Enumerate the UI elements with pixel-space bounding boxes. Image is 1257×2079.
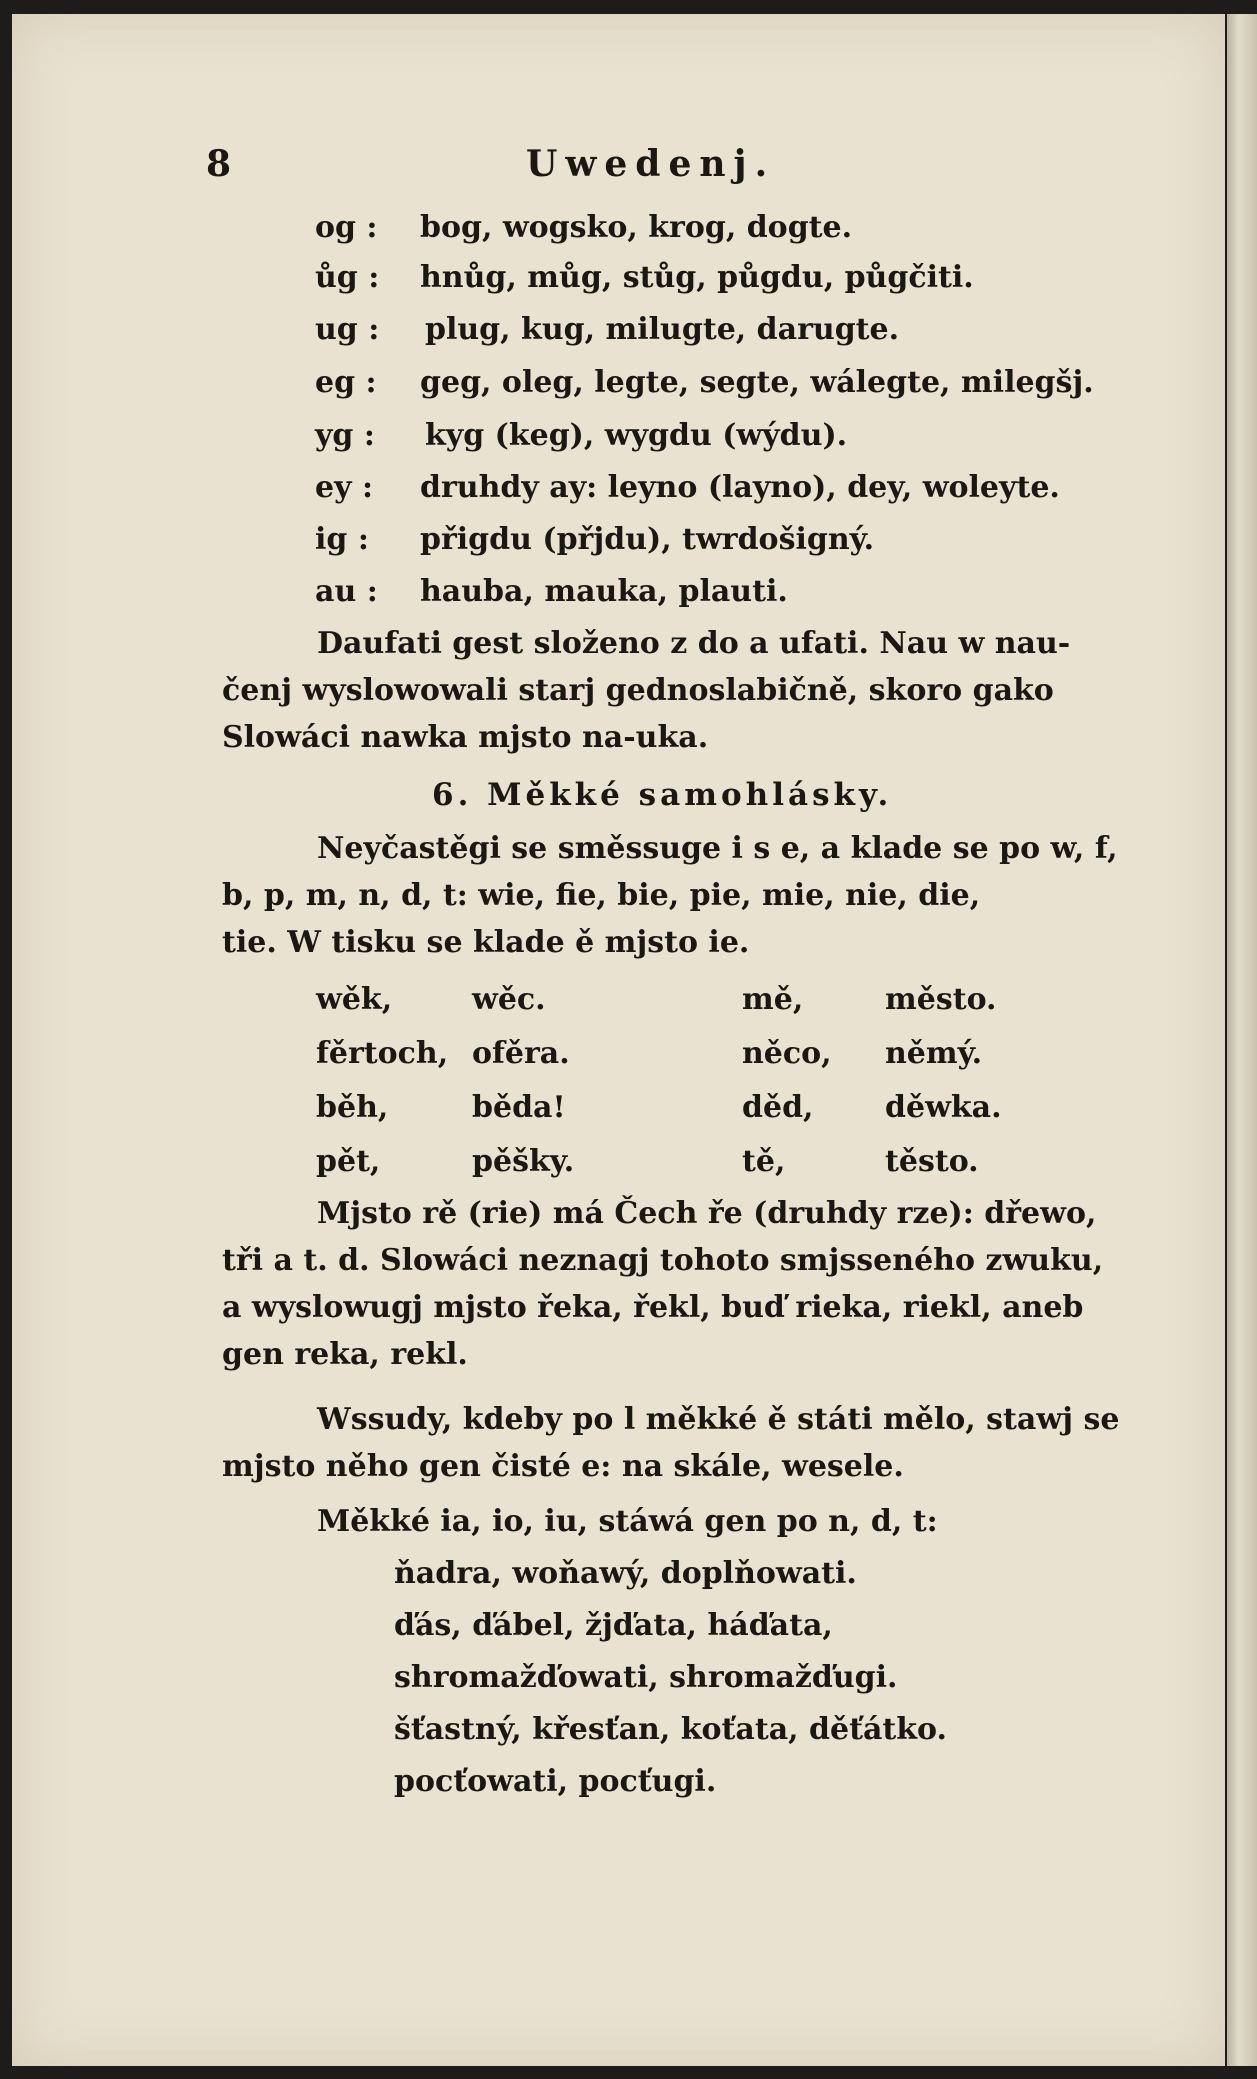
table-word: němý. [885, 1036, 983, 1071]
table-word: město. [885, 982, 997, 1017]
example-words: druhdy ay: leyno (layno), dey, woleyte. [420, 470, 1060, 505]
text-line: šťastný, křesťan, koťata, děťátko. [394, 1712, 947, 1747]
running-title: Uwedenj. [526, 143, 776, 185]
table-word: pěšky. [472, 1144, 575, 1179]
example-label: ug : [315, 312, 380, 347]
page-edge [1227, 14, 1257, 2066]
example-words: hnůg, můg, stůg, půgdu, půgčiti. [420, 260, 974, 295]
text-line: pocťowati, pocťugi. [394, 1764, 717, 1799]
text-line: Daufati gest složeno z do a ufati. Nau w nau- [317, 626, 1071, 661]
table-word: těsto. [885, 1144, 979, 1179]
table-word: pět, [316, 1144, 381, 1179]
table-word: děwka. [885, 1090, 1002, 1125]
text-line: Wssudy, kdeby po l měkké ě státi mělo, stawj se [317, 1402, 1120, 1437]
example-label: eg : [315, 365, 377, 400]
paragraph-ia [317, 1498, 938, 1545]
table-word: tě, [742, 1144, 786, 1179]
paragraph-re [222, 1190, 1103, 1378]
text-line: b, p, m, n, d, t: wie, fie, bie, pie, mie, nie, die, [222, 878, 981, 913]
text-line: a wyslowugj mjsto řeka, řekl, buď rieka, riekl, aneb [222, 1290, 1084, 1325]
text-line: Měkké ia, io, iu, stáwá gen po n, d, t: [317, 1504, 938, 1539]
table-word: wěk, [316, 982, 393, 1017]
text-line: shromažďowati, shromažďugi. [394, 1660, 898, 1695]
text-line: čenj wyslowowali starj gednoslabičně, skoro gako [222, 673, 1054, 708]
example-label: ůg : [315, 260, 380, 295]
section-heading: 6. Měkké samohlásky. [432, 777, 893, 813]
example-words: hauba, mauka, plauti. [420, 574, 788, 609]
text-line: Mjsto rě (rie) má Čech ře (druhdy rze): dřewo, [317, 1196, 1097, 1231]
table-word: mě, [742, 982, 804, 1017]
example-words: přigdu (přjdu), twrdošigný. [420, 522, 875, 557]
text-line: Slowáci nawka mjsto na-uka. [222, 720, 709, 755]
paragraph-daufati [222, 620, 1070, 761]
text-line: ňadra, woňawý, doplňowati. [394, 1556, 857, 1591]
example-words: bog, wogsko, krog, dogte. [420, 210, 853, 245]
table-word: běda! [472, 1090, 566, 1125]
soft-examples [394, 1548, 947, 1808]
example-label: og : [315, 210, 378, 245]
page-header [206, 143, 1206, 193]
paragraph-le [222, 1396, 1119, 1490]
example-words: geg, oleg, legte, segte, wálegte, milegšj. [420, 365, 1094, 400]
table-word: děd, [742, 1090, 814, 1125]
example-label: yg : [315, 418, 375, 453]
example-label: ey : [315, 470, 374, 505]
table-word: fěrtoch, [316, 1036, 449, 1071]
text-line: tři a t. d. Slowáci neznagj tohoto smjsseného zwuku, [222, 1243, 1104, 1278]
text-line: tie. W tisku se klade ě mjsto ie. [222, 925, 750, 960]
example-label: ig : [315, 522, 369, 557]
text-line: mjsto něho gen čisté e: na skále, wesele. [222, 1449, 904, 1484]
table-word: ofěra. [472, 1036, 570, 1071]
example-label: au : [315, 574, 378, 609]
text-line: gen reka, rekl. [222, 1337, 468, 1372]
table-word: běh, [316, 1090, 389, 1125]
text-line: ďás, ďábel, žjďata, háďata, [394, 1608, 833, 1643]
paragraph-soft-vowels [222, 825, 1118, 966]
table-word: wěc. [472, 982, 546, 1017]
table-word: něco, [742, 1036, 832, 1071]
example-words: plug, kug, milugte, darugte. [425, 312, 900, 347]
text-line: Neyčastěgi se směssuge i s e, a klade se po w, f, [317, 831, 1118, 866]
example-words: kyg (keg), wygdu (wýdu). [425, 418, 848, 453]
page-number: 8 [206, 143, 232, 185]
